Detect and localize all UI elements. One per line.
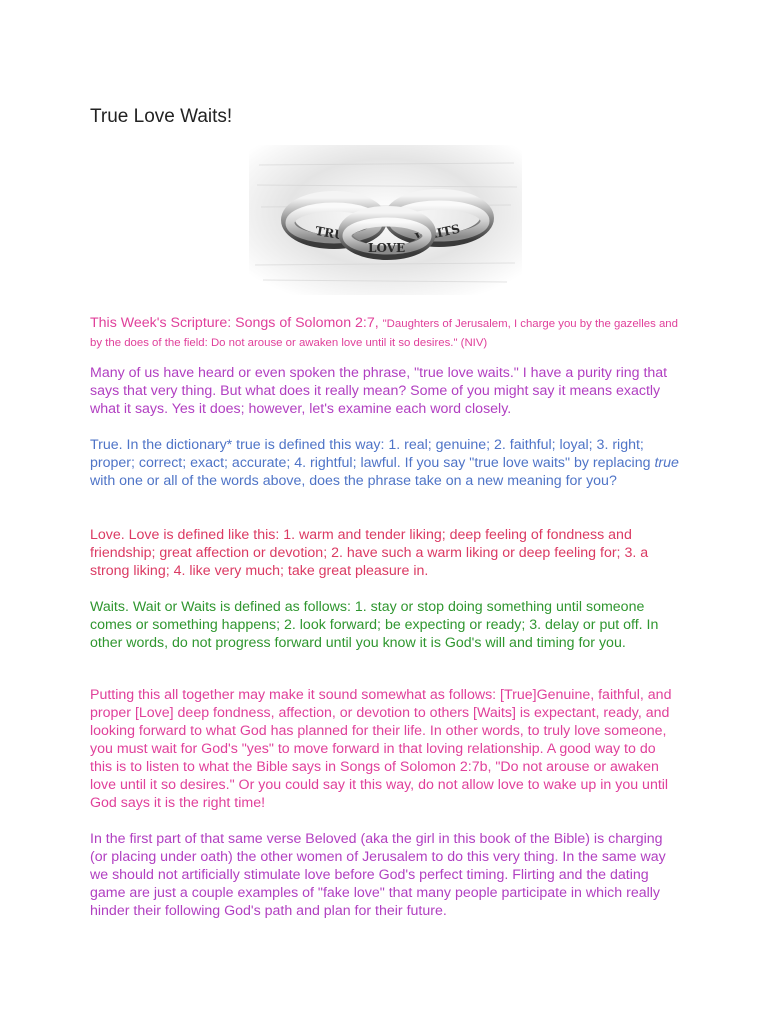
scripture-quote: "Daughters of Jerusalem, I charge you by the gazelles and by the does of the field: Do not arouse or awaken love until it so desires." (NIV): [90, 318, 678, 349]
putting-together-paragraph: Putting this all together may make it sound somewhat as follows: [True]Genuine, faithful, and proper [Love] deep fondness, affection, or devotion to others [Waits] is expectant, ready, and looking forward to what God has planned for their life. In other words, to truly love someone, you must wait for God's "yes" to move forward in that loving relationship. A good way to do this is to listen to what the Bible says in Songs of Solomon 2:7b, "Do not arouse or awaken love until it so desires." Or you could say it this way, do not allow love to wake up in you until God says it is the right time!: [90, 687, 672, 811]
love-definition-paragraph: Love. Love is defined like this: 1. warm and tender liking; deep feeling of fondness and friendship; great affection or devotion; 2. have such a warm liking or deep feeling for; 3. a strong liking; 4. like very much; take great pleasure in.: [90, 527, 649, 579]
purity-rings-photo: [249, 145, 522, 295]
intro-paragraph: Many of us have heard or even spoken the phrase, "true love waits." I have a purity ring that says that very thing. But what does it really mean? Some of you might say it means exactly what it says. Yes it does; however, let's examine each word closely.: [90, 365, 668, 417]
scripture-paragraph: [90, 314, 680, 352]
page-title: True Love Waits!: [90, 106, 233, 127]
true-emphasis: true: [654, 455, 679, 471]
true-definition-paragraph: [90, 436, 680, 490]
true-definition-tail: with one or all of the words above, does the phrase take on a new meaning for you?: [90, 473, 617, 489]
ring-word-waits: WAITS: [414, 221, 462, 245]
scripture-label: This Week's Scripture: Songs of Solomon 2:7,: [90, 315, 383, 331]
true-definition-text: True. In the dictionary* true is defined this way: 1. real; genuine; 2. faithful; loyal; 3. right; proper; correct; exact; accurate; 4. rightful; lawful. If you say "true love waits" by replacing: [90, 437, 655, 471]
ring-word-love: LOVE: [368, 241, 406, 255]
first-part-paragraph: In the first part of that same verse Beloved (aka the girl in this book of the Bible) is charging (or placing under oath) the other women of Jerusalem to do this very thing. In the same way we should not artificially stimulate love before God's perfect timing. Flirting and the dating game are just a couple examples of "fake love" that many people participate in which really hinder their following God's path and plan for their future.: [90, 831, 666, 919]
waits-definition-paragraph: Waits. Wait or Waits is defined as follows: 1. stay or stop doing something until someone comes or something happens; 2. look forward; be expecting or ready; 3. delay or put off. In other words, do not progress forward until you know it is God's will and timing for you.: [90, 599, 659, 651]
ring-word-true: TRUE: [314, 223, 355, 245]
